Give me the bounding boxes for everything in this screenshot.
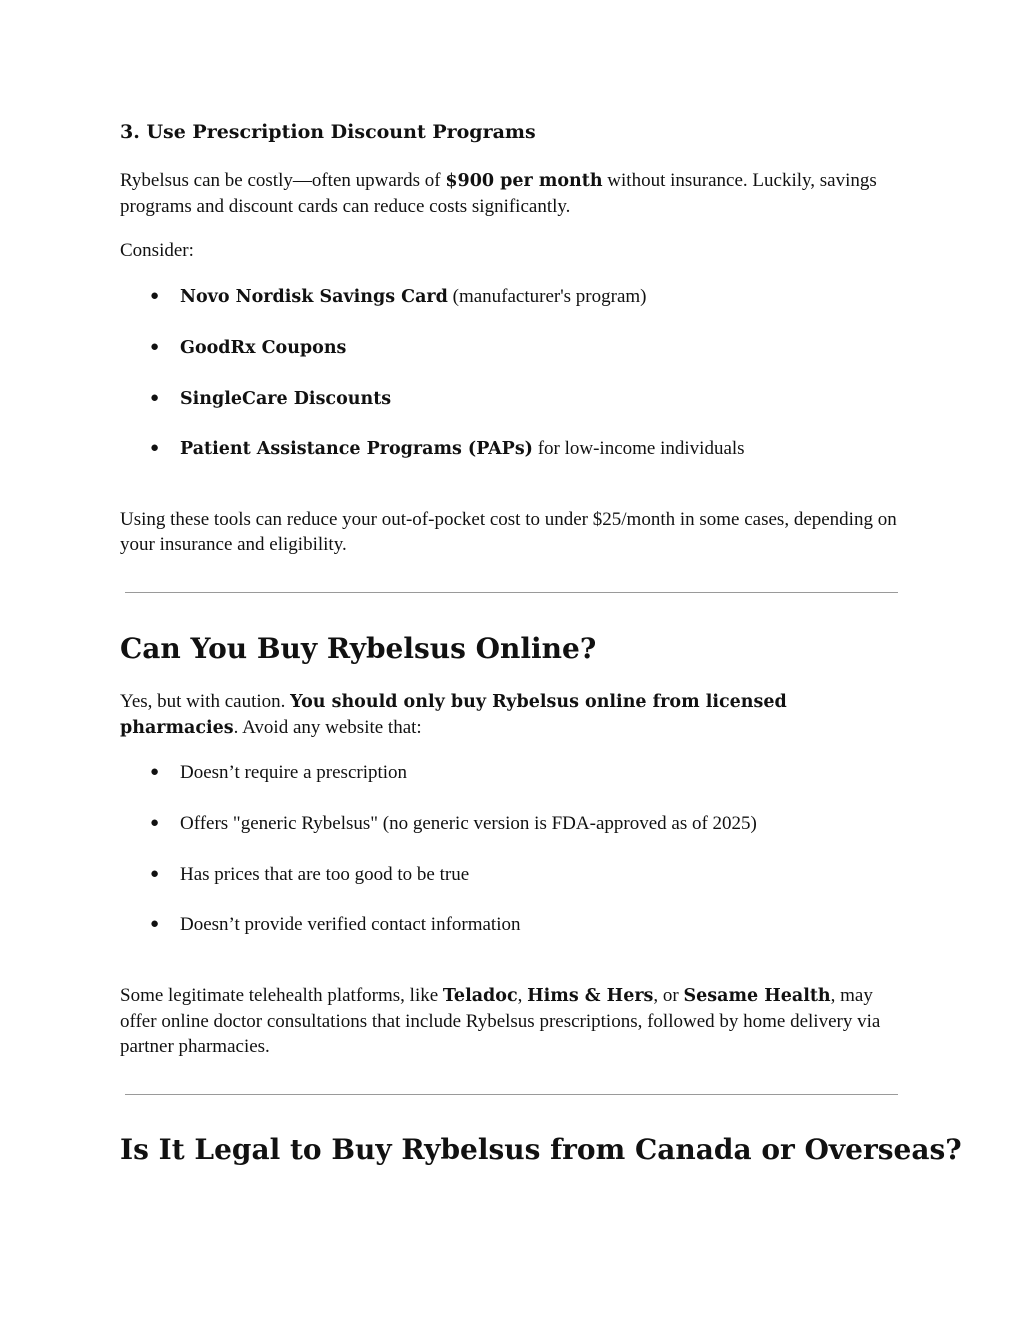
bullet-icon: ● [150,815,160,831]
bullet-icon: ● [150,916,160,932]
paragraph-consider: Consider: [120,240,194,261]
list-item-bold: GoodRx Coupons [180,338,347,358]
brand-sesame-health: Sesame Health [683,986,831,1006]
brand-hims-hers: Hims & Hers [527,986,654,1006]
paragraph-caution-text-2: . Avoid any website that: [233,717,422,738]
list-item-text: for low-income individuals [532,438,745,459]
brand-teladoc: Teladoc [442,986,518,1006]
section-heading-legal: Is It Legal to Buy Rybelsus from Canada or Overseas? [120,1133,962,1166]
horizontal-divider [125,1094,898,1095]
bullet-icon: ● [150,440,160,456]
list-item-bold: Patient Assistance Programs (PAPs) [180,439,533,459]
paragraph-telehealth-text: , or [653,985,684,1006]
horizontal-divider [125,592,898,593]
paragraph-cost-text-1: Rybelsus can be costly—often upwards of [120,170,446,191]
section-heading-buy-online: Can You Buy Rybelsus Online? [120,632,597,665]
paragraph-cost [120,168,910,219]
paragraph-telehealth [120,983,910,1059]
list-item-text: (manufacturer's program) [447,286,647,307]
list-item-text: Offers "generic Rybelsus" (no generic version is FDA-approved as of 2025) [180,813,757,834]
list-item-bold: SingleCare Discounts [180,389,392,409]
paragraph-cost-text-2: without insurance. Luckily, savings programs and discount cards can reduce costs significantly. [120,170,877,217]
bullet-icon: ● [150,288,160,304]
paragraph-savings: Using these tools can reduce your out-of-pocket cost to under $25/month in some cases, depending on your insurance and eligibility. [120,509,897,555]
list-item-text: Doesn’t require a prescription [180,762,408,783]
list-item-text: Doesn’t provide verified contact information [180,914,521,935]
bullet-icon: ● [150,866,160,882]
paragraph-caution-emphasis: You should only buy Rybelsus online from licensed pharmacies [120,692,787,738]
section-heading-discount-programs: 3. Use Prescription Discount Programs [120,121,536,143]
paragraph-telehealth-text: , may offer online doctor consultations that include Rybelsus prescriptions, followed by home delivery via partner pharmacies. [120,985,881,1057]
bullet-icon: ● [150,390,160,406]
list-item-bold: Novo Nordisk Savings Card [180,287,448,307]
bullet-icon: ● [150,339,160,355]
list-item-text: Has prices that are too good to be true [180,864,470,885]
paragraph-caution [120,689,910,741]
paragraph-telehealth-text: Some legitimate telehealth platforms, like [120,985,443,1006]
paragraph-cost-emphasis: $900 per month [445,171,603,191]
paragraph-caution-text-1: Yes, but with caution. [120,691,291,712]
paragraph-telehealth-text: , [517,985,528,1006]
bullet-icon: ● [150,764,160,780]
